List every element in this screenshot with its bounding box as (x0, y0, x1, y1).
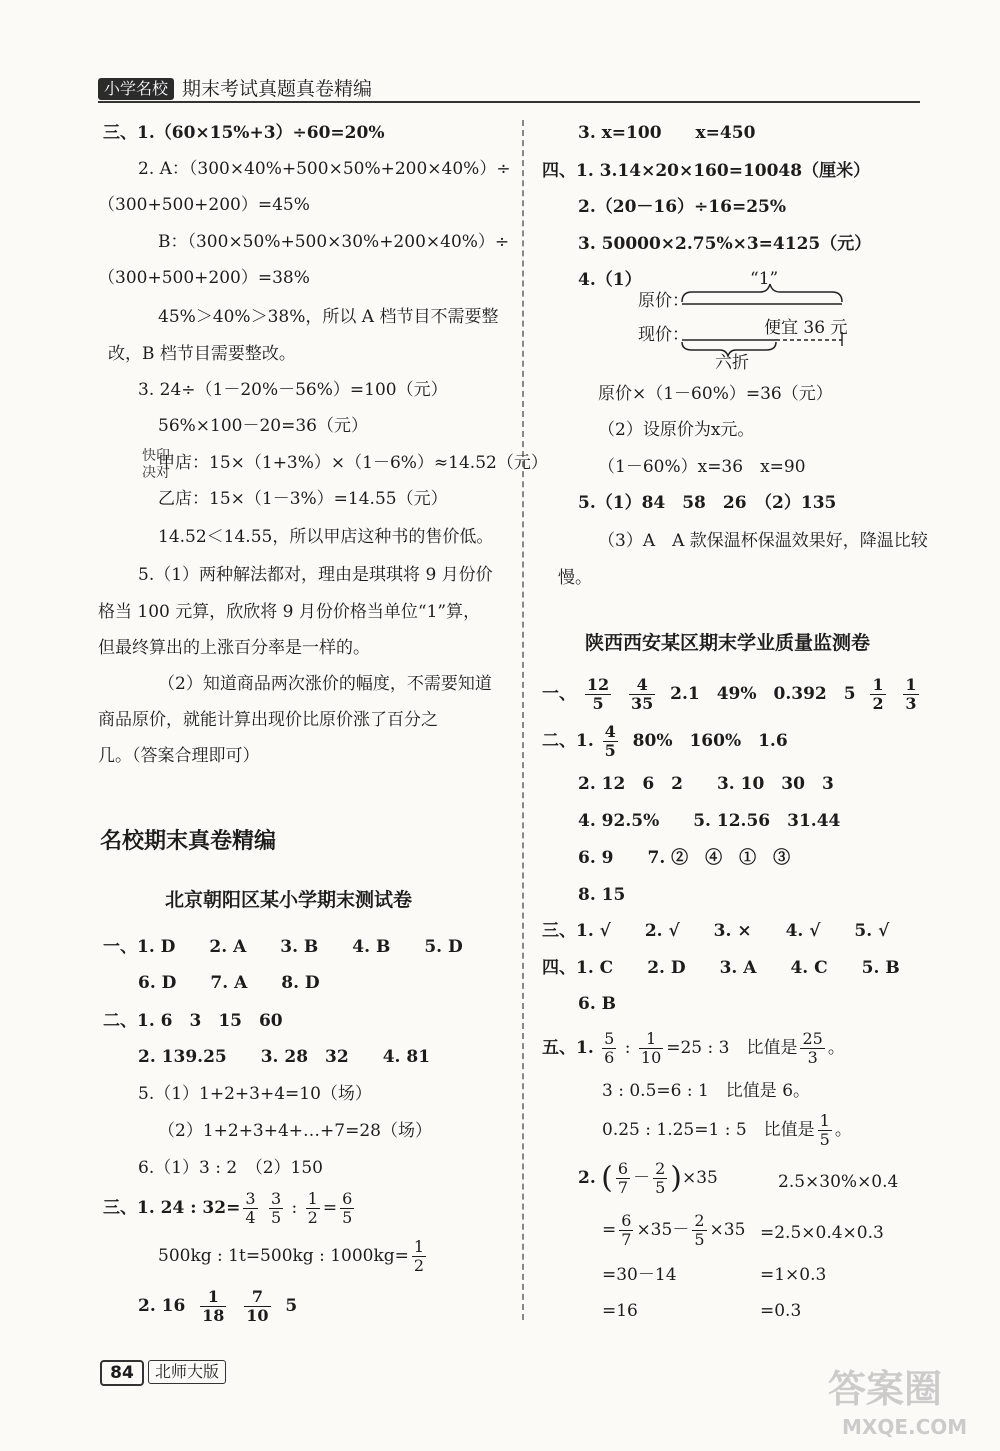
answer-line: 几。（答案合理即可） (98, 746, 260, 766)
answer-line: 2. 12 6 2 3. 10 30 3 (578, 774, 834, 794)
answer-line: 2.（20－16）÷16=25% (578, 197, 787, 217)
answer-line: 5.（1）两种解法都对，理由是琪琪将 9 月份价 (138, 565, 493, 585)
answer-line: =1×0.3 (760, 1265, 827, 1285)
answer-line: 四、1. C 2. D 3. A 4. C 5. B (542, 958, 900, 978)
diagram-label-cheap: 便宜 36 元 (764, 318, 848, 338)
original-brace (682, 284, 842, 302)
answer-line: 慢。 (558, 568, 592, 588)
current-brace (682, 342, 776, 356)
answer-line: （1－60%）x=36 x=90 (598, 457, 806, 477)
answer-line-fraction: 500kg : 1t=500kg : 1000kg= $\frac{1}{2}$ (158, 1237, 425, 1275)
answer-line: （2）设原价为x元。 (598, 420, 755, 440)
stamp-text: 快印 决对 (142, 448, 170, 481)
watermark-logo (820, 1360, 990, 1440)
answer-line: 6.（1）3 : 2 （2）150 (138, 1158, 323, 1178)
diagram-label-sixfold: 六折 (715, 353, 749, 373)
answer-line: 三、1. √ 2. √ 3. × 4. √ 5. √ (542, 921, 890, 941)
answer-line: 2. 139.25 3. 28 32 4. 81 (138, 1047, 431, 1067)
answer-line: 格当 100 元算，欣欣将 9 月份价格当单位“1”算， (98, 602, 481, 622)
answer-line: 56%×100－20=36（元） (158, 416, 368, 436)
answer-line: 3. 50000×2.75%×3=4125（元） (578, 234, 872, 254)
answer-line-fraction: 二、1. $\frac{4}{5}$ 80% 160% 1.6 (542, 722, 788, 760)
answer-line: （300+500+200）=38% (98, 268, 310, 288)
edition-label: 北师大版 (148, 1360, 226, 1384)
answer-line-fraction: 一、 $\frac{12}{5}$ $\frac{4}{35}$ 2.1 49% 0.392 5 $\frac{1}{2}$ $\frac{1}{3}$ (542, 675, 917, 713)
answer-line: 商品原价，就能计算出现价比原价涨了百分之 (98, 710, 438, 730)
answer-line: =2.5×0.4×0.3 (760, 1223, 884, 1243)
header-badge: 小学名校 (98, 78, 174, 100)
answer-line: B：（300×50%+500×30%+200×40%）÷ (158, 232, 510, 252)
answer-line: 但最终算出的上涨百分率是一样的。 (98, 638, 370, 658)
diagram-label-original: 原价： (638, 291, 689, 311)
answer-line: 改，B 档节目需要整改。 (108, 344, 296, 364)
answer-line: 二、1. 6 3 15 60 (103, 1011, 283, 1031)
answer-line: =30－14 (602, 1265, 677, 1285)
watermark-text: 答案圈 (828, 1367, 943, 1411)
diagram-label-current: 现价： (638, 325, 689, 345)
answer-line: 6. 9 7. ② ④ ① ③ (578, 848, 791, 868)
answer-line: 4. 92.5% 5. 12.56 31.44 (578, 811, 841, 831)
answer-line: 6. B (578, 994, 617, 1014)
exam-title: 北京朝阳区某小学期末测试卷 (165, 889, 413, 911)
answer-line: 5.（1）84 58 26 （2）135 (578, 493, 837, 513)
answer-line-fraction: = $\frac{6}{7}$ ×35－ $\frac{2}{5}$ ×35 (602, 1211, 746, 1249)
answer-line: 6. D 7. A 8. D (138, 973, 320, 993)
diagram-label-unit: “1” (750, 269, 779, 289)
page-number: 84 (100, 1360, 144, 1386)
answer-line: 原价×（1－60%）=36（元） (598, 384, 833, 404)
answer-line: 2.5×30%×0.4 (778, 1172, 899, 1192)
answer-line: 5.（1）1+2+3+4=10（场） (138, 1084, 372, 1104)
answer-line: 3. 24÷（1－20%－56%）=100（元） (138, 380, 448, 400)
answer-line-fraction: 五、1. $\frac{5}{6}$ : $\frac{1}{10}$ =25 : 3 比值是 $\frac{25}{3}$ 。 (542, 1029, 845, 1067)
answer-line: 3. x=100 x=450 (578, 123, 756, 143)
answer-line: （3）A A 款保温杯保温效果好，降温比较 (598, 531, 928, 551)
answer-line-fraction: 0.25 : 1.25=1 : 5 比值是 $\frac{1}{5}$ 。 (602, 1111, 852, 1149)
answer-line: （2）知道商品两次涨价的幅度，不需要知道 (158, 674, 492, 694)
answer-line: （300+500+200）=45% (98, 195, 310, 215)
answer-line: 乙店：15×（1－3%）=14.55（元） (158, 489, 448, 509)
column-divider (522, 120, 524, 1320)
answer-line: 四、1. 3.14×20×160=10048（厘米） (542, 161, 871, 181)
answer-line: 3 : 0.5=6 : 1 比值是 6。 (602, 1081, 811, 1101)
answer-line: 45%＞40%＞38%，所以 A 档节目不需要整 (158, 307, 499, 327)
answer-line: =16 (602, 1301, 638, 1321)
answer-line: 一、1. D 2. A 3. B 4. B 5. D (103, 937, 463, 957)
answer-line: 14.52＜14.55，所以甲店这种书的售价低。 (158, 527, 494, 547)
header-rule (98, 101, 920, 103)
section-title: 名校期末真卷精编 (100, 829, 277, 854)
answer-line: （2）1+2+3+4+…+7=28（场） (158, 1121, 432, 1141)
answer-line: 2. A：（300×40%+500×50%+200×40%）÷ (138, 159, 511, 179)
answer-line-fraction: 2. ( $\frac{6}{7}$ － $\frac{2}{5}$ )×35 (578, 1159, 718, 1197)
answer-line-fraction: 三、1. 24 : 32= $\frac{3}{4}$ $\frac{3}{5}$ : $\frac{1}{2}$ = $\frac{6}{5}$ (103, 1189, 353, 1227)
answer-line: 8. 15 (578, 885, 626, 905)
answer-line: 4.（1） (578, 270, 642, 290)
answer-line: =0.3 (760, 1301, 802, 1321)
header-title: 期末考试真题真卷精编 (182, 78, 373, 100)
answer-line: 三、1.（60×15%+3）÷60=20% (103, 123, 385, 143)
answer-line: 甲店：15×（1+3%）×（1－6%）≈14.52（元） (158, 453, 548, 473)
answer-line-fraction: 2. 16 $\frac{1}{18}$ $\frac{7}{10}$ 5 (138, 1287, 298, 1325)
exam-title: 陕西西安某区期末学业质量监测卷 (585, 632, 871, 654)
price-diagram (680, 280, 860, 360)
watermark-url: MXQE.COM (842, 1415, 968, 1439)
